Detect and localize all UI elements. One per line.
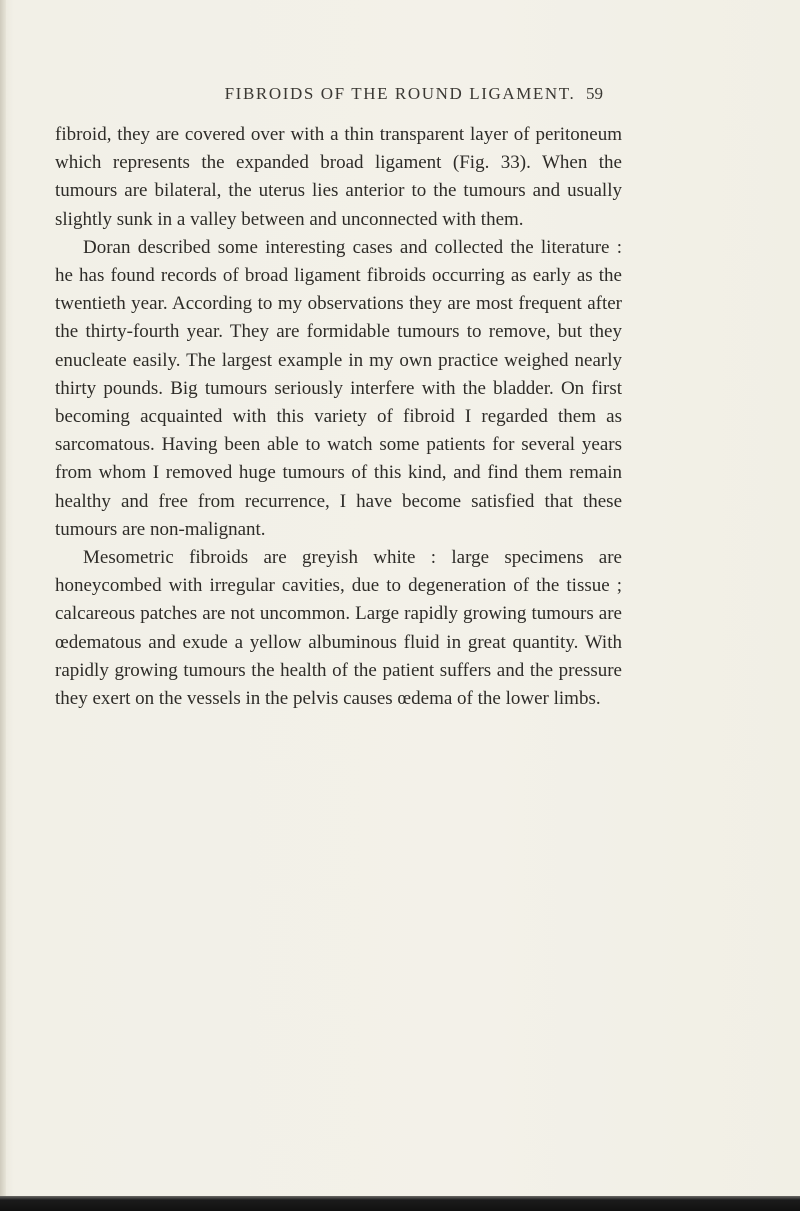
page-gutter-shadow [0,0,6,1211]
paragraph-continuation: fibroid, they are covered over with a thin transparent layer of peritoneum which represents the expanded broad ligament (Fig. 33). When the tumours are bilateral, the uterus lies anterior to the tumours and usually slightly sunk in a valley between and unconnected with them. [55,124,622,230]
body-text [55,121,622,713]
paragraph-mesometric: Mesometric fibroids are greyish white : large specimens are honeycombed with irregular cavities, due to degeneration of the tissue ; calcareous patches are not uncommon. Large rapidly growing tumours are œdematous and exude a yellow albuminous fluid in great quantity. With rapidly growing tumours the health of the patient suffers and the pressure they exert on the vessels in the pelvis causes œdema of the lower limbs. [55,547,622,710]
page-number: 59 [586,84,603,103]
running-head: FIBROIDS OF THE ROUND LIGAMENT. [224,84,576,103]
scan-bottom-edge [0,1196,800,1211]
paragraph-doran: Doran described some interesting cases and collected the literature : he has found records of broad ligament fibroids occurring as early as the twentieth year. According to my observations they are most frequent after the thirty-fourth year. They are formidable tumours to remove, but they enucleate easily. The largest example in my own practice weighed nearly thirty pounds. Big tumours seriously interfere with the bladder. On first becoming acquainted with this variety of fibroid I regarded them as sarcomatous. Having been able to watch some patients for several years from whom I removed huge tumours of this kind, and find them remain healthy and free from recurrence, I have become satisfied that these tumours are non-malignant. [55,236,622,540]
